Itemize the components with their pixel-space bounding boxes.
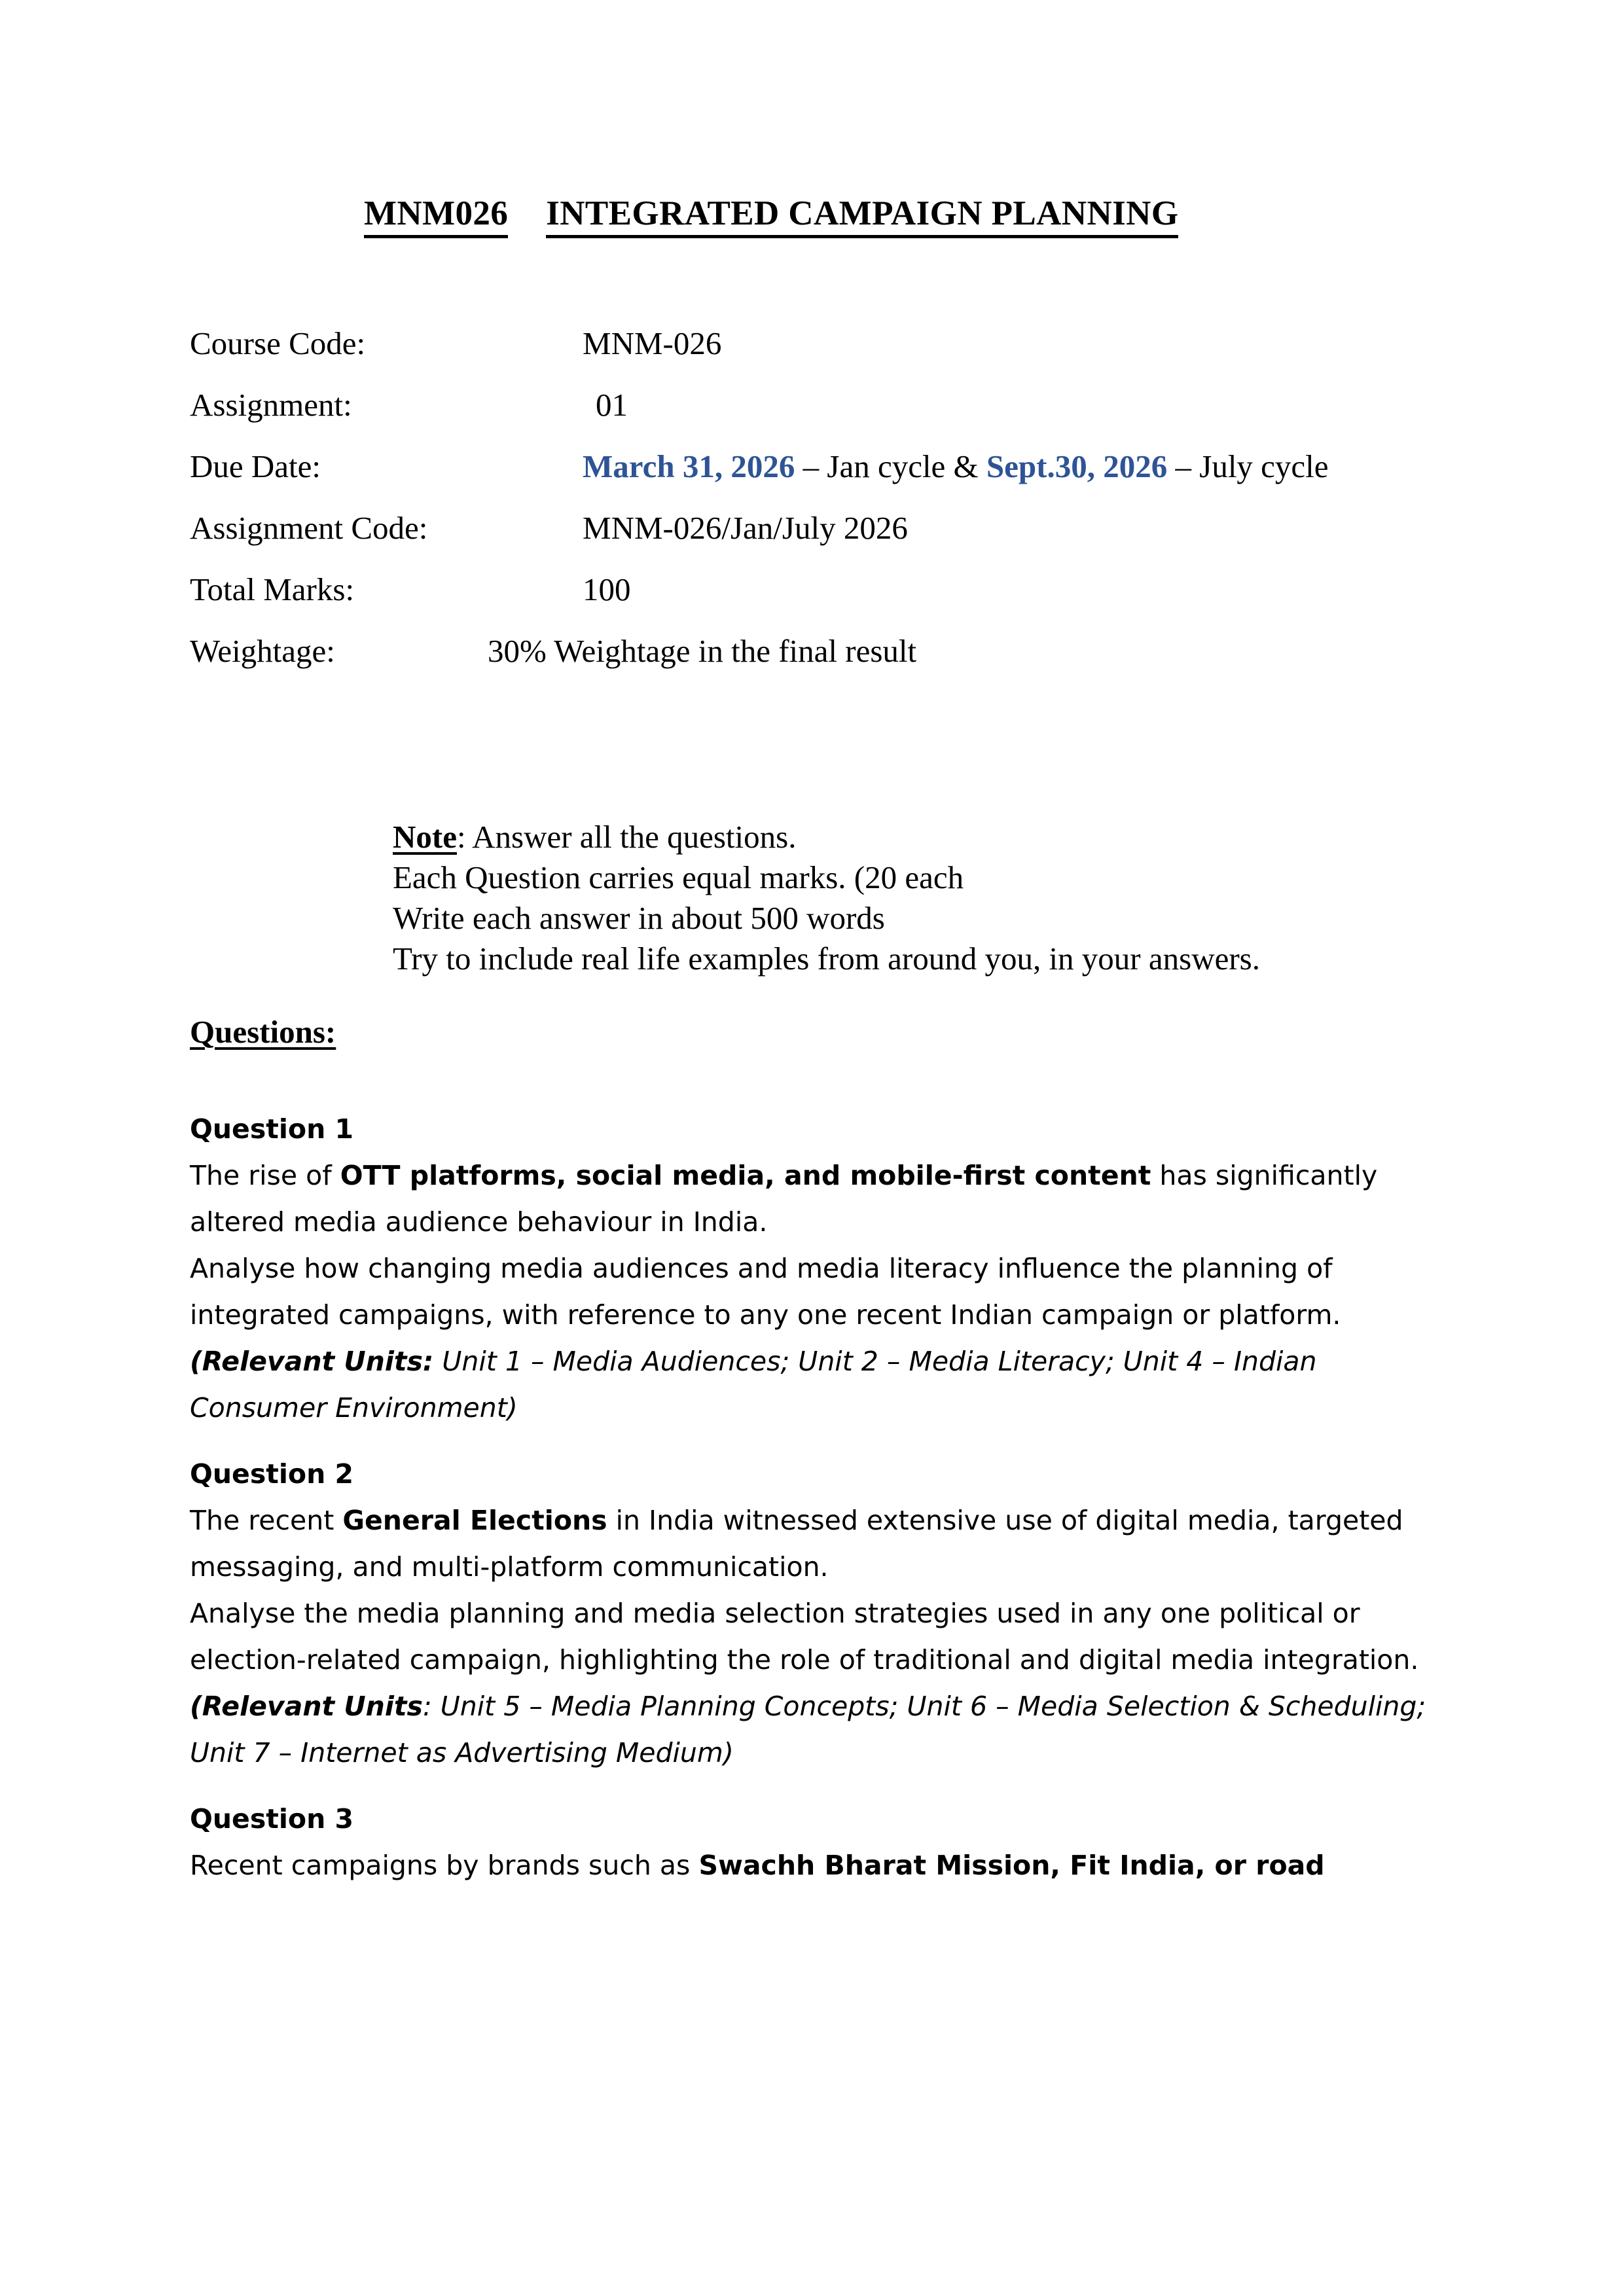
question-1-intro-pre: The rise of xyxy=(190,1160,340,1191)
meta-label-course-code: Course Code: xyxy=(190,325,366,361)
page-title xyxy=(364,194,1178,238)
meta-row-weightage xyxy=(190,635,1499,696)
meta-label-weightage: Weightage: xyxy=(190,633,335,669)
note-line-3: Write each answer in about 500 words xyxy=(393,900,885,936)
question-2-relevant-units-list: : Unit 5 – Media Planning Concepts; Unit 6 – Media Selection & Scheduling; Unit 7 – Internet as Advertising Medium) xyxy=(190,1691,1426,1768)
question-3-intro-pre: Recent campaigns by brands such as xyxy=(190,1850,699,1881)
note-line-4: Try to include real life examples from around you, in your answers. xyxy=(393,941,1260,977)
due-date-july-cycle-date: Sept.30, 2026 xyxy=(986,448,1168,484)
meta-row-course-code xyxy=(190,327,1499,389)
questions-heading: Questions: xyxy=(190,1014,336,1050)
meta-value-total-marks: 100 xyxy=(583,571,631,607)
meta-value-due-date xyxy=(583,450,1329,482)
question-2-relevant-units-label: (Relevant Units xyxy=(190,1691,423,1722)
question-3-intro xyxy=(190,1842,1434,1889)
question-block-1 xyxy=(190,1106,1434,1431)
question-1-relevant-units-list: Unit 1 – Media Audiences; Unit 2 – Media Literacy; Unit 4 – Indian Consumer Environment) xyxy=(190,1346,1317,1424)
question-2-heading: Question 2 xyxy=(190,1458,354,1490)
meta-row-assignment-code xyxy=(190,512,1499,573)
assignment-meta-block xyxy=(190,327,1499,696)
meta-row-assignment xyxy=(190,389,1499,450)
meta-value-assignment: 01 xyxy=(596,387,628,423)
question-1-intro xyxy=(190,1153,1434,1246)
note-line-1-text: : Answer all the questions. xyxy=(456,819,797,855)
question-2-relevant-units xyxy=(190,1683,1434,1776)
page-title-course-name: INTEGRATED CAMPAIGN PLANNING xyxy=(546,194,1178,238)
question-2-intro-post: in India witnessed extensive use of digital media, targeted messaging, and multi-platform communication. xyxy=(190,1505,1403,1583)
question-1-intro-highlight: OTT platforms, social media, and mobile-first content xyxy=(340,1160,1151,1191)
question-1-relevant-units-label: (Relevant Units: xyxy=(190,1346,434,1377)
question-2-body: Analyse the media planning and media selection strategies used in any one political or election-related campaign, highlighting the role of traditional and digital media integration. xyxy=(190,1598,1419,1676)
meta-label-due-date: Due Date: xyxy=(190,448,321,484)
meta-label-assignment-code: Assignment Code: xyxy=(190,510,428,546)
question-2-intro xyxy=(190,1498,1434,1590)
due-date-july-cycle-label: – July cycle xyxy=(1167,448,1329,484)
note-line-2: Each Question carries equal marks. (20 each xyxy=(393,859,964,895)
note-block xyxy=(393,817,1260,979)
question-1-relevant-units xyxy=(190,1338,1434,1431)
due-date-jan-cycle-date: March 31, 2026 xyxy=(583,448,795,484)
due-date-jan-cycle-label: – Jan cycle & xyxy=(795,448,986,484)
questions-container xyxy=(190,1106,1434,1909)
meta-row-total-marks xyxy=(190,573,1499,635)
question-block-2 xyxy=(190,1451,1434,1776)
question-1-intro-post: has significantly altered media audience behaviour in India. xyxy=(190,1160,1378,1238)
question-3-heading: Question 3 xyxy=(190,1803,354,1835)
question-1-heading: Question 1 xyxy=(190,1113,354,1145)
meta-value-course-code: MNM-026 xyxy=(583,325,722,361)
meta-row-due-date xyxy=(190,450,1499,512)
question-2-intro-highlight: General Elections xyxy=(342,1505,607,1536)
page-title-course-code: MNM026 xyxy=(364,194,508,238)
question-block-3 xyxy=(190,1796,1434,1889)
question-2-intro-pre: The recent xyxy=(190,1505,343,1536)
meta-value-weightage: 30% Weightage in the final result xyxy=(488,633,917,669)
question-3-intro-highlight: Swachh Bharat Mission, Fit India, or road xyxy=(698,1850,1325,1881)
note-label: Note xyxy=(393,819,457,855)
meta-value-assignment-code: MNM-026/Jan/July 2026 xyxy=(583,510,908,546)
meta-label-total-marks: Total Marks: xyxy=(190,571,355,607)
meta-label-assignment: Assignment: xyxy=(190,387,352,423)
question-1-body: Analyse how changing media audiences and media literacy influence the planning of integrated campaigns, with reference to any one recent Indian campaign or platform. xyxy=(190,1253,1341,1331)
note-line-1 xyxy=(393,817,1260,857)
